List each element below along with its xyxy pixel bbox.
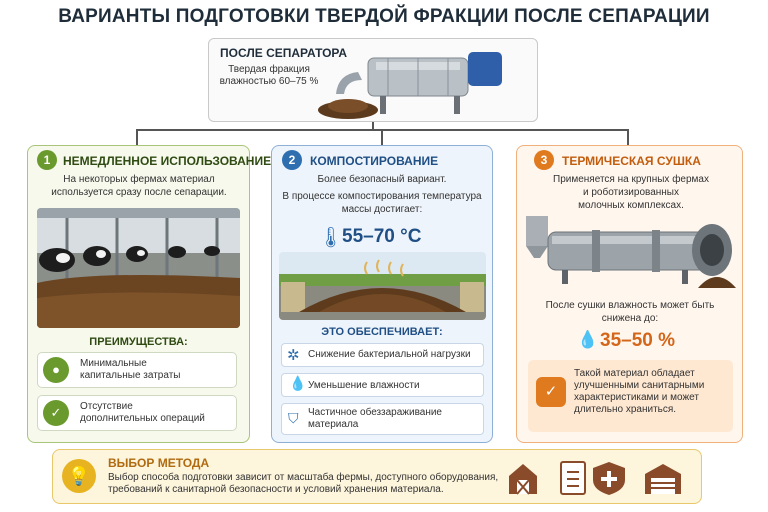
method-choice-line-1: Выбор способа подготовки зависит от масштаба фермы, доступного оборудования, bbox=[108, 472, 499, 483]
storage-note-line-1: Такой материал обладает bbox=[574, 368, 695, 379]
storage-note-line-2: улучшенными санитарными bbox=[574, 380, 705, 391]
benefit-1-text: Снижение бактериальной нагрузки bbox=[308, 349, 471, 360]
advantage-1-line-2: капитальные затраты bbox=[80, 370, 181, 381]
shield-check-icon: ⛉ bbox=[288, 410, 299, 426]
storage-note-line-3: характеристиками и может bbox=[574, 392, 699, 403]
option-3-description bbox=[526, 173, 736, 212]
thermometer-icon: 🌡 bbox=[318, 227, 344, 249]
drop-icon: 💧 bbox=[577, 330, 599, 349]
lightbulb-icon: 💡 bbox=[62, 459, 96, 493]
benefit-3-line-1: Частичное обеззараживание bbox=[308, 407, 442, 418]
barn-cows-image bbox=[37, 208, 240, 328]
separator-description bbox=[214, 64, 324, 88]
drying-result-line-1: После сушки влажность может быть bbox=[545, 300, 715, 311]
option-2-text-2: В процессе компостирования температура bbox=[282, 191, 482, 202]
option-3-text-3: молочных комплексах. bbox=[578, 200, 684, 211]
separator-machine-image bbox=[318, 44, 518, 120]
water-drop-icon: 💧 bbox=[289, 375, 307, 391]
option-1-text-1: На некоторых фермах материал bbox=[63, 174, 215, 185]
benefit-3-line-2: материала bbox=[308, 419, 359, 430]
option-1-heading: НЕМЕДЛЕННОЕ ИСПОЛЬЗОВАНИЕ bbox=[63, 154, 272, 168]
coins-icon: ● bbox=[43, 357, 69, 383]
barn-icon bbox=[509, 464, 537, 494]
virus-icon: ✲ bbox=[287, 347, 300, 364]
option-3-text-1: Применяется на крупных фермах bbox=[553, 174, 709, 185]
benefit-3-text bbox=[308, 407, 442, 431]
option-2-number: 2 bbox=[282, 150, 302, 170]
option-1-number: 1 bbox=[37, 150, 57, 170]
option-2-description bbox=[276, 173, 488, 216]
separator-line-2: влажностью 60–75 % bbox=[219, 76, 319, 87]
warehouse-icon bbox=[645, 464, 681, 494]
method-choice-heading: ВЫБОР МЕТОДА bbox=[108, 456, 210, 470]
separator-heading: ПОСЛЕ СЕПАРАТОРА bbox=[220, 46, 348, 60]
storage-note-text bbox=[574, 368, 704, 416]
advantage-1-line-1: Минимальные bbox=[80, 358, 147, 369]
gear-check-icon: ✓ bbox=[43, 400, 69, 426]
checklist-icon bbox=[561, 462, 585, 494]
connector-middle bbox=[381, 129, 383, 145]
drying-result-line-2: снижена до: bbox=[601, 313, 659, 324]
advantage-2-line-1: Отсутствие bbox=[80, 401, 133, 412]
shield-plus-icon bbox=[593, 462, 625, 495]
option-1-description bbox=[34, 173, 244, 199]
option-2-text-1: Более безопасный вариант. bbox=[317, 174, 447, 185]
provides-heading: ЭТО ОБЕСПЕЧИВАЕТ: bbox=[321, 326, 443, 338]
method-choice-text bbox=[108, 472, 498, 496]
page-title: ВАРИАНТЫ ПОДГОТОВКИ ТВЕРДОЙ ФРАКЦИИ ПОСЛЕ СЕПАРАЦИИ bbox=[58, 6, 710, 27]
advantage-2-text bbox=[80, 401, 205, 425]
option-3-heading: ТЕРМИЧЕСКАЯ СУШКА bbox=[562, 154, 701, 168]
option-3-text-2: и роботизированных bbox=[582, 187, 679, 198]
drying-moisture-value: 35–50 % bbox=[600, 330, 676, 351]
option-2-text-3: массы достигает: bbox=[341, 204, 423, 215]
connector-left bbox=[136, 129, 138, 145]
drying-result-text bbox=[522, 299, 738, 325]
advantages-heading: ПРЕИМУЩЕСТВА: bbox=[89, 336, 188, 348]
drum-dryer-image bbox=[522, 210, 738, 290]
advantage-2-line-2: дополнительных операций bbox=[80, 413, 205, 424]
separator-line-1: Твердая фракция bbox=[228, 64, 310, 75]
option-3-number: 3 bbox=[534, 150, 554, 170]
method-icons bbox=[505, 460, 695, 496]
shield-check-icon: ✓ bbox=[536, 377, 566, 407]
compost-pile-image bbox=[279, 252, 486, 320]
benefit-2-text: Уменьшение влажности bbox=[308, 380, 420, 391]
storage-note-line-4: длительно храниться. bbox=[574, 404, 677, 415]
compost-temperature: 55–70 °C bbox=[342, 226, 422, 247]
method-choice-line-2: требований к санитарной безопасности и условий хранения материала. bbox=[108, 484, 444, 495]
option-2-heading: КОМПОСТИРОВАНИЕ bbox=[310, 154, 439, 168]
connector-right bbox=[627, 129, 629, 145]
option-1-text-2: используется сразу после сепарации. bbox=[51, 187, 227, 198]
advantage-1-text bbox=[80, 358, 180, 382]
